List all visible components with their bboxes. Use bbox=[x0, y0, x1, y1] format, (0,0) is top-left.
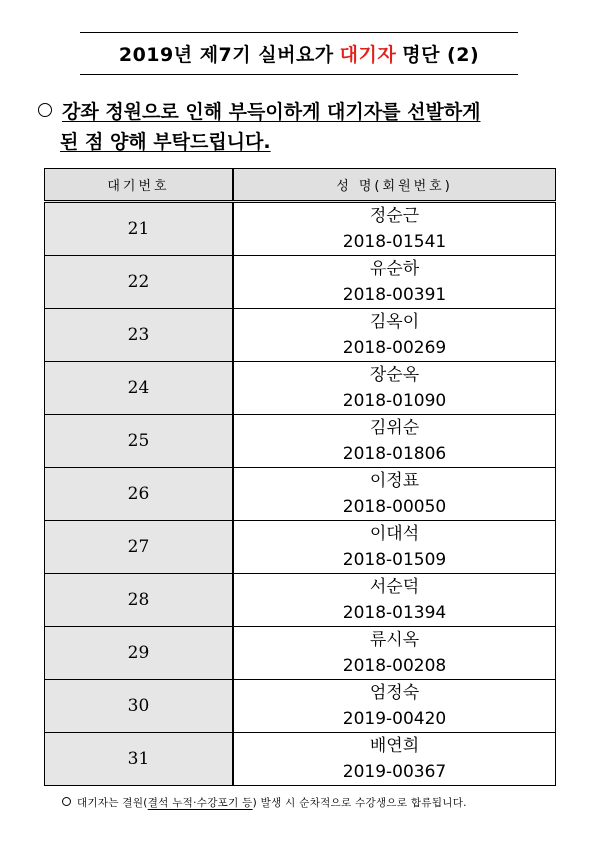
waitlist-number: 27 bbox=[45, 521, 234, 574]
title-prefix: 2019년 제7기 실버요가 bbox=[118, 44, 334, 66]
member-info bbox=[233, 574, 556, 627]
member-name: 정순근 bbox=[369, 206, 420, 226]
member-id: 2018-01090 bbox=[342, 391, 447, 411]
member-name: 류시옥 bbox=[369, 630, 420, 650]
member-info bbox=[233, 415, 556, 468]
title-suffix: 명단 (2) bbox=[402, 44, 480, 66]
waitlist-number: 25 bbox=[45, 415, 234, 468]
footnote-underlined: 결석 누적·수강포기 등 bbox=[147, 797, 253, 809]
notice-line-2: 된 점 양해 부탁드립니다. bbox=[60, 131, 271, 153]
title-highlight: 대기자 bbox=[339, 44, 397, 66]
waitlist-number: 26 bbox=[45, 468, 234, 521]
table-row bbox=[45, 733, 556, 786]
table-row bbox=[45, 574, 556, 627]
table-row bbox=[45, 468, 556, 521]
member-id: 2018-01394 bbox=[342, 603, 447, 623]
waitlist-number: 23 bbox=[45, 309, 234, 362]
member-name: 이정표 bbox=[369, 471, 420, 491]
member-id: 2019-00367 bbox=[342, 762, 447, 782]
member-info bbox=[233, 202, 556, 256]
waitlist-number: 28 bbox=[45, 574, 234, 627]
member-name: 김옥이 bbox=[369, 312, 420, 332]
member-info bbox=[233, 733, 556, 786]
table-row bbox=[45, 680, 556, 733]
page-title bbox=[80, 32, 518, 75]
table-row bbox=[45, 521, 556, 574]
member-name: 장순옥 bbox=[369, 365, 420, 385]
waitlist-number: 31 bbox=[45, 733, 234, 786]
waitlist-number: 22 bbox=[45, 256, 234, 309]
member-id: 2018-01541 bbox=[342, 232, 447, 252]
waitlist-number: 29 bbox=[45, 627, 234, 680]
header-waitlist-number: 대기번호 bbox=[45, 169, 234, 202]
circle-bullet-icon bbox=[62, 797, 71, 806]
circle-bullet-icon bbox=[38, 103, 52, 117]
footnote-before: 대기자는 결원( bbox=[77, 797, 148, 809]
member-info bbox=[233, 680, 556, 733]
member-name: 배연희 bbox=[369, 736, 420, 756]
waitlist-number: 30 bbox=[45, 680, 234, 733]
member-name: 서순덕 bbox=[369, 577, 420, 597]
member-info bbox=[233, 521, 556, 574]
member-id: 2018-01509 bbox=[342, 550, 447, 570]
table-row bbox=[45, 415, 556, 468]
waitlist-number: 21 bbox=[45, 202, 234, 256]
member-id: 2018-01806 bbox=[342, 444, 447, 464]
member-id: 2018-00050 bbox=[342, 497, 447, 517]
member-id: 2018-00391 bbox=[342, 285, 447, 305]
footnote bbox=[62, 795, 562, 810]
table-row bbox=[45, 362, 556, 415]
footnote-after: ) 발생 시 순차적으로 수강생으로 합류됩니다. bbox=[252, 797, 467, 809]
notice-line-1: 강좌 정원으로 인해 부득이하게 대기자를 선발하게 bbox=[62, 101, 481, 123]
table-row bbox=[45, 256, 556, 309]
table-row bbox=[45, 627, 556, 680]
table-row bbox=[45, 309, 556, 362]
member-name: 유순하 bbox=[369, 259, 420, 279]
waitlist-table bbox=[44, 168, 556, 786]
table-row bbox=[45, 202, 556, 256]
member-id: 2019-00420 bbox=[342, 709, 447, 729]
member-info bbox=[233, 256, 556, 309]
member-info bbox=[233, 627, 556, 680]
header-name-member-id: 성 명(회원번호) bbox=[233, 169, 556, 202]
member-id: 2018-00269 bbox=[342, 338, 447, 358]
member-info bbox=[233, 468, 556, 521]
table-header-row bbox=[45, 169, 556, 202]
member-info bbox=[233, 362, 556, 415]
member-info bbox=[233, 309, 556, 362]
member-name: 엄정숙 bbox=[369, 683, 420, 703]
member-name: 이대석 bbox=[369, 524, 420, 544]
member-name: 김위순 bbox=[369, 418, 420, 438]
waitlist-number: 24 bbox=[45, 362, 234, 415]
member-id: 2018-00208 bbox=[342, 656, 447, 676]
notice-text bbox=[38, 97, 558, 157]
